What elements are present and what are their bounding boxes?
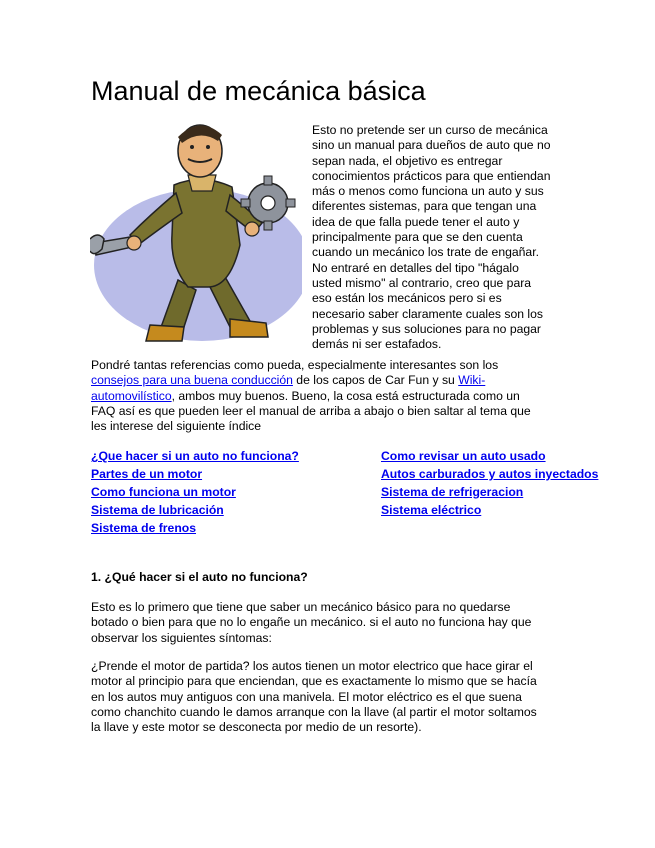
references-paragraph: Pondré tantas referencias como pueda, especialmente interesantes son los consejos para una buena conducción de los capos de Car Fun y su Wiki- automovilístico, ambos muy buenos. Bueno, la cosa está estructurada como un FAQ así es que pueden leer el manual de arriba a abajo o bien saltar al tema que les interese del siguiente índice	[91, 358, 531, 434]
section-1-heading: 1. ¿Qué hacer si el auto no funciona?	[91, 570, 308, 584]
section-1-paragraph-1: Esto es lo primero que tiene que saber un mecánico básico para no quedarse botado o bien para que no lo engañe un mecánico. si el auto no funciona hay que observar los siguientes síntomas:	[91, 600, 532, 645]
index-right-column	[381, 447, 598, 519]
section-1-paragraph-2: ¿Prende el motor de partida? los autos tienen un motor electrico que hace girar el motor al principio para que enciendan, que es exactamente lo mismo que se hacía en los autos muy antiguos con una manivela. El motor eléctrico es el que suena como chanchito cuando le damos arranque con la llave (al partir el motor soltamos la llave y este motor se desconecta por medio de un resorte).	[91, 659, 537, 735]
driving-tips-link[interactable]: consejos para una buena conducción	[91, 373, 293, 388]
wiki-link-part2[interactable]: automovilístico	[91, 388, 172, 403]
intro-paragraph: Esto no pretende ser un curso de mecánica sino un manual para dueños de auto que no sepan nada, el objetivo es entregar conocimientos prácticos para que entiendan más o menos como funciona un auto y sus diferentes sistemas, para que tengan una idea de que falla puede tener el auto y principalmente para que se den cuenta cuando un mecánico los trate de engañar. No entraré en detalles del tipo "hágalo usted mismo" al contrario, creo que para eso están los mecánicos pero si es necesario saber claramente cuales son los problemas y sus soluciones para no pagar demás ni ser estafados.	[312, 123, 551, 352]
toc-link-frenos[interactable]: Sistema de frenos	[91, 521, 196, 535]
index-left-column	[91, 447, 299, 537]
page-title: Manual de mecánica básica	[91, 76, 426, 106]
toc-link-lubricacion[interactable]: Sistema de lubricación	[91, 503, 224, 517]
toc-link-electrico[interactable]: Sistema eléctrico	[381, 503, 482, 517]
mechanic-with-wrench-and-gear-clipart	[90, 115, 302, 345]
toc-link-refrigeracion[interactable]: Sistema de refrigeracion	[381, 485, 524, 499]
toc-link-auto-no-funciona[interactable]: ¿Que hacer si un auto no funciona?	[91, 449, 299, 463]
toc-link-partes-motor[interactable]: Partes de un motor	[91, 467, 203, 481]
toc-link-carburados-inyectados[interactable]: Autos carburados y autos inyectados	[381, 467, 599, 481]
toc-link-funciona-motor[interactable]: Como funciona un motor	[91, 485, 236, 499]
toc-link-revisar-auto-usado[interactable]: Como revisar un auto usado	[381, 449, 546, 463]
wiki-link-part1[interactable]: Wiki-	[458, 373, 486, 388]
